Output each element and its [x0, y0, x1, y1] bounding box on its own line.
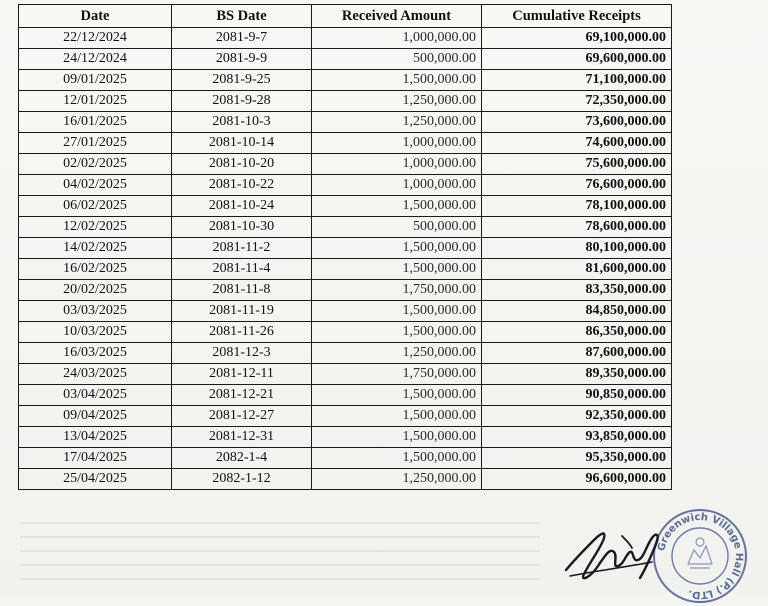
cell-received-amount: 1,500,000.00 — [312, 238, 482, 259]
cell-date: 04/02/2025 — [19, 175, 172, 196]
cell-cumulative-receipts: 75,600,000.00 — [482, 154, 672, 175]
cell-cumulative-receipts: 73,600,000.00 — [482, 112, 672, 133]
cell-bs-date: 2081-12-27 — [172, 406, 312, 427]
header-cumulative-receipts: Cumulative Receipts — [482, 5, 672, 28]
cell-date: 14/02/2025 — [19, 238, 172, 259]
table-row — [19, 196, 672, 217]
table-row — [19, 406, 672, 427]
cell-received-amount: 500,000.00 — [312, 217, 482, 238]
cell-received-amount: 1,500,000.00 — [312, 196, 482, 217]
cell-bs-date: 2081-10-22 — [172, 175, 312, 196]
cell-cumulative-receipts: 92,350,000.00 — [482, 406, 672, 427]
cell-received-amount: 1,500,000.00 — [312, 301, 482, 322]
table-row — [19, 91, 672, 112]
cell-bs-date: 2081-12-21 — [172, 385, 312, 406]
cell-received-amount: 1,000,000.00 — [312, 133, 482, 154]
cell-bs-date: 2081-9-9 — [172, 49, 312, 70]
cell-cumulative-receipts: 93,850,000.00 — [482, 427, 672, 448]
faint-background-print — [20, 520, 540, 580]
cell-date: 03/04/2025 — [19, 385, 172, 406]
cell-date: 09/04/2025 — [19, 406, 172, 427]
cell-bs-date: 2081-11-2 — [172, 238, 312, 259]
cell-received-amount: 1,500,000.00 — [312, 448, 482, 469]
table-row — [19, 280, 672, 301]
cell-cumulative-receipts: 72,350,000.00 — [482, 91, 672, 112]
cell-cumulative-receipts: 80,100,000.00 — [482, 238, 672, 259]
cell-bs-date: 2081-12-3 — [172, 343, 312, 364]
header-bs-date: BS Date — [172, 5, 312, 28]
cell-date: 16/03/2025 — [19, 343, 172, 364]
cell-date: 27/01/2025 — [19, 133, 172, 154]
stamp-area — [560, 504, 760, 601]
cell-cumulative-receipts: 78,100,000.00 — [482, 196, 672, 217]
cell-cumulative-receipts: 90,850,000.00 — [482, 385, 672, 406]
cell-cumulative-receipts: 76,600,000.00 — [482, 175, 672, 196]
cell-date: 12/01/2025 — [19, 91, 172, 112]
table-row — [19, 217, 672, 238]
table-row — [19, 343, 672, 364]
table-row — [19, 238, 672, 259]
table-row — [19, 49, 672, 70]
cell-date: 06/02/2025 — [19, 196, 172, 217]
table-row — [19, 322, 672, 343]
cell-received-amount: 1,000,000.00 — [312, 175, 482, 196]
cell-date: 13/04/2025 — [19, 427, 172, 448]
cell-received-amount: 1,000,000.00 — [312, 28, 482, 49]
cell-received-amount: 1,000,000.00 — [312, 154, 482, 175]
cell-date: 24/12/2024 — [19, 49, 172, 70]
cell-bs-date: 2081-11-4 — [172, 259, 312, 280]
header-date: Date — [19, 5, 172, 28]
table-row — [19, 154, 672, 175]
cell-date: 09/01/2025 — [19, 70, 172, 91]
cell-bs-date: 2082-1-12 — [172, 469, 312, 490]
cell-bs-date: 2081-10-24 — [172, 196, 312, 217]
cell-cumulative-receipts: 69,100,000.00 — [482, 28, 672, 49]
cell-date: 03/03/2025 — [19, 301, 172, 322]
cell-cumulative-receipts: 87,600,000.00 — [482, 343, 672, 364]
cell-received-amount: 1,250,000.00 — [312, 112, 482, 133]
cell-bs-date: 2081-12-31 — [172, 427, 312, 448]
cell-date: 24/03/2025 — [19, 364, 172, 385]
cell-bs-date: 2081-11-19 — [172, 301, 312, 322]
cell-bs-date: 2081-11-8 — [172, 280, 312, 301]
receipts-table — [18, 4, 672, 490]
table-row — [19, 259, 672, 280]
cell-cumulative-receipts: 83,350,000.00 — [482, 280, 672, 301]
cell-date: 22/12/2024 — [19, 28, 172, 49]
cell-received-amount: 1,750,000.00 — [312, 280, 482, 301]
table-row — [19, 427, 672, 448]
table-row — [19, 385, 672, 406]
cell-received-amount: 1,250,000.00 — [312, 343, 482, 364]
cell-cumulative-receipts: 84,850,000.00 — [482, 301, 672, 322]
cell-cumulative-receipts: 89,350,000.00 — [482, 364, 672, 385]
table-row — [19, 133, 672, 154]
cell-received-amount: 1,500,000.00 — [312, 70, 482, 91]
cell-received-amount: 1,500,000.00 — [312, 406, 482, 427]
cell-cumulative-receipts: 74,600,000.00 — [482, 133, 672, 154]
cell-date: 17/04/2025 — [19, 448, 172, 469]
cell-received-amount: 1,500,000.00 — [312, 427, 482, 448]
cell-bs-date: 2081-10-14 — [172, 133, 312, 154]
cell-received-amount: 1,500,000.00 — [312, 322, 482, 343]
cell-cumulative-receipts: 69,600,000.00 — [482, 49, 672, 70]
cell-bs-date: 2081-9-7 — [172, 28, 312, 49]
cell-received-amount: 1,250,000.00 — [312, 91, 482, 112]
cell-bs-date: 2081-10-30 — [172, 217, 312, 238]
cell-cumulative-receipts: 81,600,000.00 — [482, 259, 672, 280]
cell-date: 16/02/2025 — [19, 259, 172, 280]
cell-bs-date: 2082-1-4 — [172, 448, 312, 469]
table-row — [19, 301, 672, 322]
cell-received-amount: 1,750,000.00 — [312, 364, 482, 385]
cell-received-amount: 1,250,000.00 — [312, 469, 482, 490]
table-row — [19, 364, 672, 385]
cell-bs-date: 2081-10-20 — [172, 154, 312, 175]
table-row — [19, 469, 672, 490]
cell-bs-date: 2081-10-3 — [172, 112, 312, 133]
table-row — [19, 70, 672, 91]
cell-date: 10/03/2025 — [19, 322, 172, 343]
cell-date: 16/01/2025 — [19, 112, 172, 133]
cell-bs-date: 2081-12-11 — [172, 364, 312, 385]
cell-bs-date: 2081-11-26 — [172, 322, 312, 343]
cell-cumulative-receipts: 78,600,000.00 — [482, 217, 672, 238]
cell-date: 20/02/2025 — [19, 280, 172, 301]
cell-date: 12/02/2025 — [19, 217, 172, 238]
table-row — [19, 175, 672, 196]
table-header-row — [19, 5, 672, 28]
cell-cumulative-receipts: 71,100,000.00 — [482, 70, 672, 91]
header-received-amount: Received Amount — [312, 5, 482, 28]
cell-bs-date: 2081-9-25 — [172, 70, 312, 91]
cell-cumulative-receipts: 96,600,000.00 — [482, 469, 672, 490]
table-row — [19, 112, 672, 133]
cell-bs-date: 2081-9-28 — [172, 91, 312, 112]
cell-cumulative-receipts: 95,350,000.00 — [482, 448, 672, 469]
table-row — [19, 448, 672, 469]
signature-icon — [560, 518, 680, 588]
cell-received-amount: 500,000.00 — [312, 49, 482, 70]
svg-text:Greenwich Village Hall (P.) LT: Greenwich Village Hall (P.) LTD. — [656, 511, 745, 601]
table-body — [19, 28, 672, 490]
table-row — [19, 28, 672, 49]
cell-received-amount: 1,500,000.00 — [312, 259, 482, 280]
cell-received-amount: 1,500,000.00 — [312, 385, 482, 406]
cell-date: 25/04/2025 — [19, 469, 172, 490]
cell-cumulative-receipts: 86,350,000.00 — [482, 322, 672, 343]
cell-date: 02/02/2025 — [19, 154, 172, 175]
